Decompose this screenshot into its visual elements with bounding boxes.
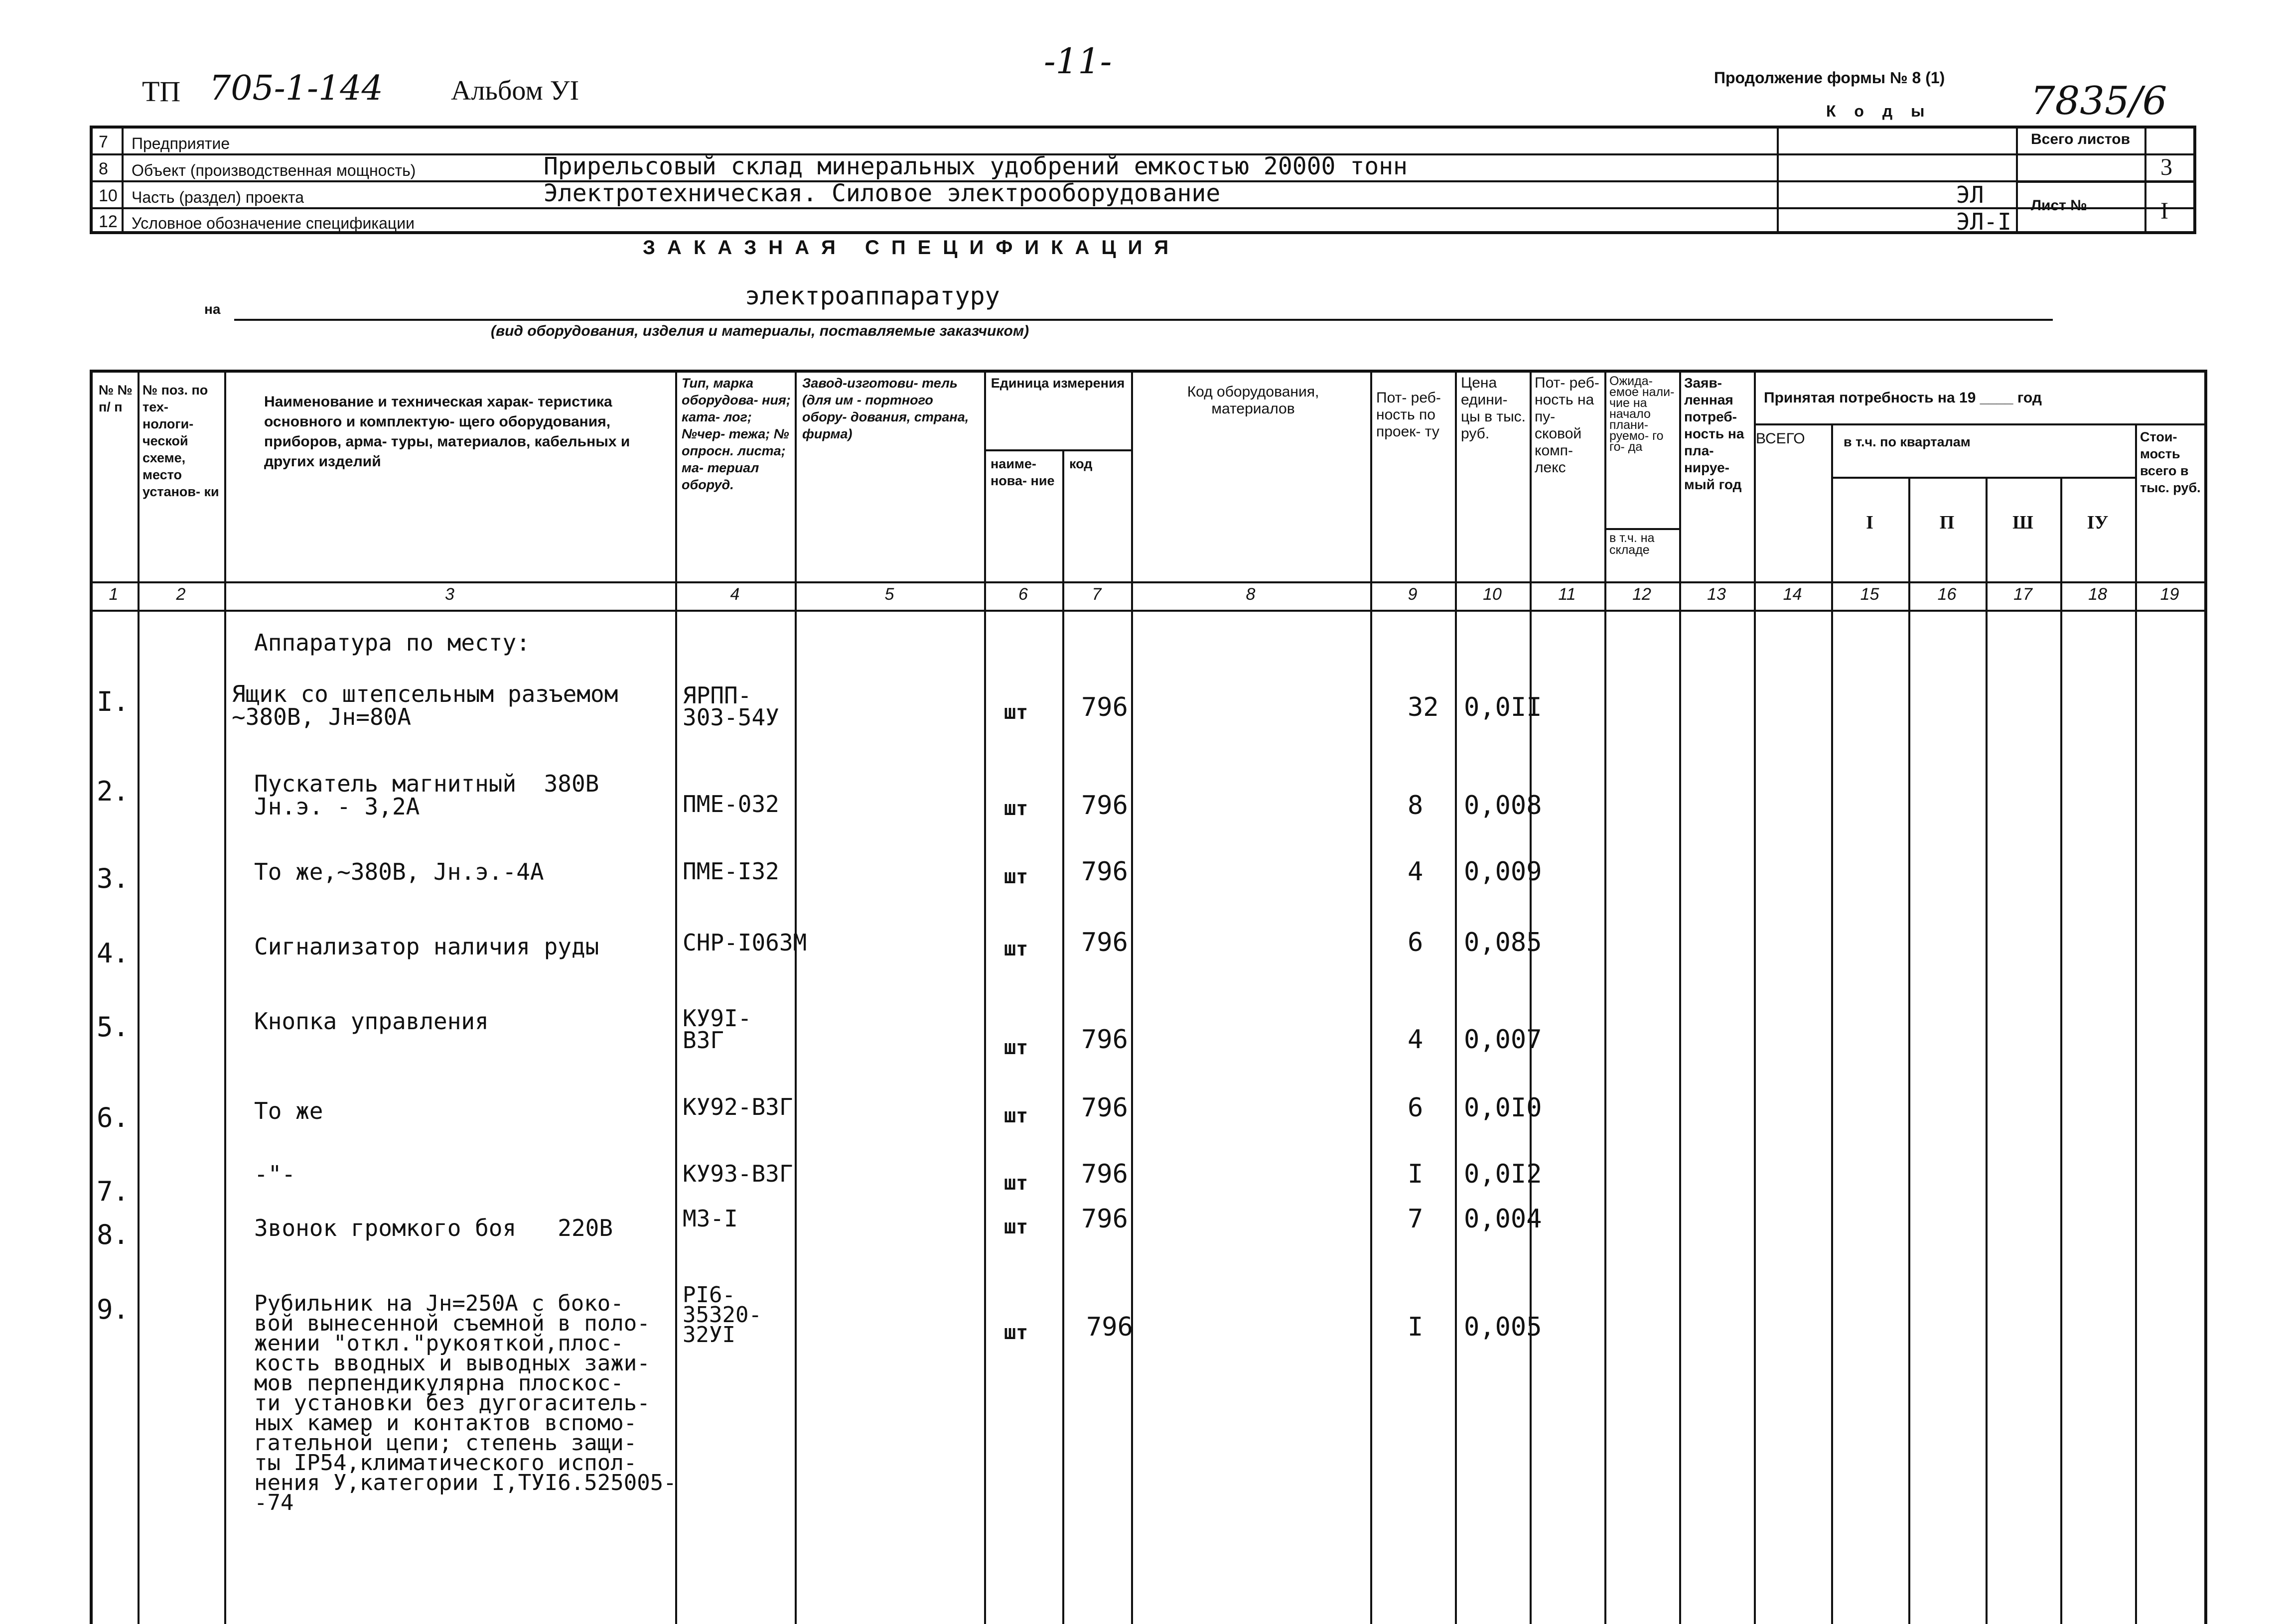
column-number: 5	[884, 585, 894, 604]
column-divider	[795, 370, 797, 1624]
item-unit: шт	[1004, 865, 1028, 888]
info-row-part	[93, 179, 2193, 209]
item-price: 0,0I2	[1464, 1159, 1542, 1189]
header-c7: код	[1069, 456, 1093, 471]
header-c67: Единица измерения	[991, 376, 1125, 391]
spec-code: ЭЛ-I	[1956, 208, 2011, 235]
item-unit: шт	[1004, 1036, 1028, 1059]
item-name: То же	[254, 1097, 323, 1124]
item-qty: 8	[1408, 791, 1424, 820]
item-unit: шт	[1004, 1216, 1028, 1238]
header-c12b: в т.ч. на складе	[1609, 531, 1655, 557]
item-unit: шт	[1004, 1172, 1028, 1195]
header-c2: № поз. по тех- нологи- ческой схеме, место установ- ки	[143, 383, 219, 499]
item-name: Пускатель магнитный 380В Jн.э. - 3,2А	[254, 770, 599, 820]
column-divider	[1455, 370, 1457, 1624]
item-price: 0,007	[1464, 1025, 1542, 1055]
row-divider	[1831, 477, 2135, 479]
item-price: 0,085	[1464, 928, 1542, 957]
row-number: 3.	[97, 863, 130, 894]
item-qty: 32	[1408, 692, 1439, 722]
column-number: 18	[2088, 585, 2107, 604]
item-name: Ящик со штепсельным разъемом ~380В, Jн=80А	[232, 680, 618, 730]
column-number: 12	[1632, 585, 1651, 604]
column-divider	[224, 370, 226, 1624]
divider	[2016, 181, 2196, 183]
column-divider	[984, 370, 986, 1624]
divider	[2016, 129, 2018, 231]
column-divider	[1530, 370, 1532, 1624]
item-name: То же,~380В, Jн.э.-4А	[254, 858, 544, 885]
column-number: 4	[730, 585, 740, 604]
item-name: -"-	[254, 1161, 296, 1188]
item-type: ПМЕ-032	[683, 791, 779, 817]
item-price: 0,0II	[1464, 692, 1542, 722]
info-row-spec	[93, 209, 2193, 234]
item-price: 0,004	[1464, 1204, 1542, 1234]
column-number: 3	[445, 585, 454, 604]
tp-number: 705-1-144	[209, 69, 383, 108]
item-qty: 7	[1408, 1204, 1424, 1234]
item-unit: шт	[1004, 1321, 1028, 1344]
row-divider	[1754, 423, 2204, 425]
item-type: КУ9I- ВЗГ	[683, 1005, 752, 1054]
header-c15: I	[1866, 512, 1873, 533]
column-divider	[2060, 477, 2062, 1624]
item-price: 0,005	[1464, 1312, 1542, 1342]
divider	[2144, 129, 2146, 231]
item-qty: 6	[1408, 928, 1424, 957]
document-number: 7835/6	[2030, 79, 2167, 124]
subject-underline	[234, 319, 2053, 321]
column-divider	[1754, 370, 1756, 1624]
row-number: 12	[99, 212, 118, 231]
item-code: 796	[1081, 1025, 1128, 1055]
header-c9: Пот- реб- ность по проек- ту	[1376, 390, 1441, 440]
header-c12: Ожида- емое нали- чие на начало плани- руемо- го го- да	[1609, 374, 1675, 454]
spec-title: ЗАКАЗНАЯ СПЕЦИФИКАЦИЯ	[643, 237, 1181, 259]
item-code: 796	[1086, 1312, 1133, 1342]
item-type: КУ93-ВЗГ	[683, 1160, 793, 1187]
column-divider	[1604, 370, 1606, 1624]
row-number: 5.	[97, 1011, 130, 1043]
row-number: I.	[97, 686, 130, 717]
item-unit: шт	[1004, 938, 1028, 960]
column-divider	[1062, 449, 1064, 1624]
item-qty: 4	[1408, 857, 1424, 887]
item-type: КУ92-ВЗГ	[683, 1093, 793, 1120]
row-divider	[90, 610, 2204, 612]
item-name: Кнопка управления	[254, 1008, 489, 1035]
item-qty: 6	[1408, 1093, 1424, 1123]
column-divider	[1131, 370, 1133, 1624]
row-label: Условное обозначение спецификации	[132, 214, 415, 232]
divider	[1777, 129, 1779, 231]
row-number: 2.	[97, 776, 130, 807]
item-unit: шт	[1004, 797, 1028, 820]
item-qty: I	[1408, 1159, 1424, 1189]
column-number: 19	[2160, 585, 2179, 604]
row-number: 7.	[97, 1176, 130, 1207]
row-divider	[1604, 528, 1679, 530]
header-c11: Пот- реб- ность на пу- сковой комп- лекс	[1535, 375, 1599, 476]
item-name: Звонок громкого боя 220В	[254, 1215, 613, 1241]
header-accepted: Принятая потребность на 19 ____ год	[1764, 390, 2042, 406]
item-code: 796	[1081, 791, 1128, 820]
header-c1: № № п/ п	[99, 383, 133, 414]
column-divider	[1986, 477, 1988, 1624]
item-price: 0,009	[1464, 857, 1542, 887]
item-unit: шт	[1004, 1104, 1028, 1127]
header-c6: наиме- нова- ние	[991, 456, 1055, 488]
page-number: -11-	[1044, 41, 1112, 82]
total-sheets-value: 3	[2160, 154, 2172, 180]
row-number: 8	[99, 159, 108, 178]
object-value: Прирельсовый склад минеральных удобрений емкостью 20000 тонн	[544, 152, 1408, 180]
column-number: 15	[1860, 585, 1879, 604]
header-quarters: в т.ч. по кварталам	[1844, 434, 1971, 449]
header-c17: Ш	[2012, 512, 2033, 533]
row-number: 6.	[97, 1102, 130, 1133]
column-number: 2	[176, 585, 186, 604]
row-label: Объект (производственная мощность)	[132, 161, 416, 179]
row-number: 7	[99, 133, 108, 151]
item-code: 796	[1081, 928, 1128, 957]
header-c19: Стои- мость всего в тыс. руб.	[2140, 429, 2201, 495]
sheet-value: I	[2160, 198, 2168, 224]
item-price: 0,0I0	[1464, 1093, 1542, 1123]
row-label: Предприятие	[132, 135, 230, 152]
item-type: ПМЕ-I32	[683, 858, 779, 885]
column-number: 9	[1408, 585, 1418, 604]
column-number: 1	[109, 585, 119, 604]
header-c18: IУ	[2087, 512, 2109, 533]
item-type: СНР-I063М	[683, 929, 807, 956]
column-number: 8	[1246, 585, 1256, 604]
item-qty: I	[1408, 1312, 1424, 1342]
album-label: Альбом УI	[451, 75, 579, 106]
codes-label: К о д ы	[1826, 102, 1932, 120]
column-number: 14	[1783, 585, 1802, 604]
column-divider	[1679, 370, 1681, 1624]
info-row-object	[93, 152, 2193, 182]
item-name: Рубильник на Jн=250А с боко- вой вынесенной съемной в поло- жении "откл."рукояткой,плос- кость вводных и выводных зажи- мов перпендикулярна плоскос- ти установки без дугогаситель- ных камер и контактов вспомо- гательной цепи; степень защи- ты IP54,климатического испол- нения У,категории I,ТУI6.525005- -74	[254, 1291, 677, 1515]
column-divider	[1370, 370, 1372, 1624]
item-code: 796	[1081, 857, 1128, 887]
column-divider	[1908, 477, 1910, 1624]
row-number: 9.	[97, 1294, 130, 1325]
item-price: 0,008	[1464, 791, 1542, 820]
row-label: Часть (раздел) проекта	[132, 188, 304, 206]
specification-table	[90, 370, 2207, 1624]
item-code: 796	[1081, 1204, 1128, 1234]
item-code: 796	[1081, 692, 1128, 722]
header-c14: ВСЕГО	[1756, 430, 1805, 447]
part-code: ЭЛ	[1956, 181, 1984, 208]
tp-label: ТП	[142, 75, 181, 108]
header-c4: Тип, марка оборудова- ния; ката- лог; №чер- тежа; № опросн. листа; ма- териал оборуд.	[682, 376, 791, 492]
sheet-label: Лист №	[2031, 197, 2087, 214]
row-number: 4.	[97, 938, 130, 969]
header-c8: Код оборудования, материалов	[1187, 384, 1319, 417]
column-number: 11	[1558, 585, 1576, 604]
item-qty: 4	[1408, 1025, 1424, 1055]
item-unit: шт	[1004, 701, 1028, 724]
na-label: на	[204, 301, 221, 317]
header-c5: Завод-изготови- тель (для им - портного обору- дования, страна, фирма)	[802, 376, 969, 441]
part-value: Электротехническая. Силовое электрооборудование	[544, 179, 1221, 207]
item-type: PI6- 35320- 32УI	[683, 1282, 762, 1348]
header-c3: Наименование и техническая харак- теристика основного и комплектую- щего оборудования, приборов, арма- туры, материалов, кабельных и других изделий	[264, 394, 630, 470]
project-info-table	[90, 126, 2196, 234]
continuation-label: Продолжение формы № 8 (1)	[1714, 69, 1945, 87]
section-title: Аппаратура по месту:	[254, 629, 530, 656]
spec-subject: электроаппаратуру	[745, 281, 1000, 310]
header-c10: Цена едини- цы в тыс. руб.	[1461, 375, 1526, 442]
info-row-enterprise	[93, 129, 2193, 155]
header-c13: Заяв- ленная потреб- ность на пла- нируе- мый год	[1684, 375, 1744, 492]
subject-caption: (вид оборудования, изделия и материалы, поставляемые заказчиком)	[491, 323, 1029, 339]
item-code: 796	[1081, 1159, 1128, 1189]
item-code: 796	[1081, 1093, 1128, 1123]
divider	[122, 129, 124, 231]
row-number: 10	[99, 186, 118, 205]
row-divider	[90, 581, 2204, 583]
column-number: 6	[1018, 585, 1028, 604]
header-c16: П	[1939, 512, 1955, 533]
column-number: 13	[1707, 585, 1726, 604]
column-divider	[138, 370, 140, 1624]
column-number: 16	[1937, 585, 1957, 604]
row-divider	[984, 449, 1131, 451]
column-number: 10	[1483, 585, 1502, 604]
item-name: Сигнализатор наличия руды	[254, 933, 599, 960]
total-sheets-label: Всего листов	[2031, 131, 2131, 147]
row-number: 8.	[97, 1219, 130, 1250]
column-number: 7	[1092, 585, 1102, 604]
item-type: МЗ-I	[683, 1205, 738, 1232]
column-number: 17	[2013, 585, 2032, 604]
item-type: ЯРПП- 303-54У	[683, 682, 779, 731]
